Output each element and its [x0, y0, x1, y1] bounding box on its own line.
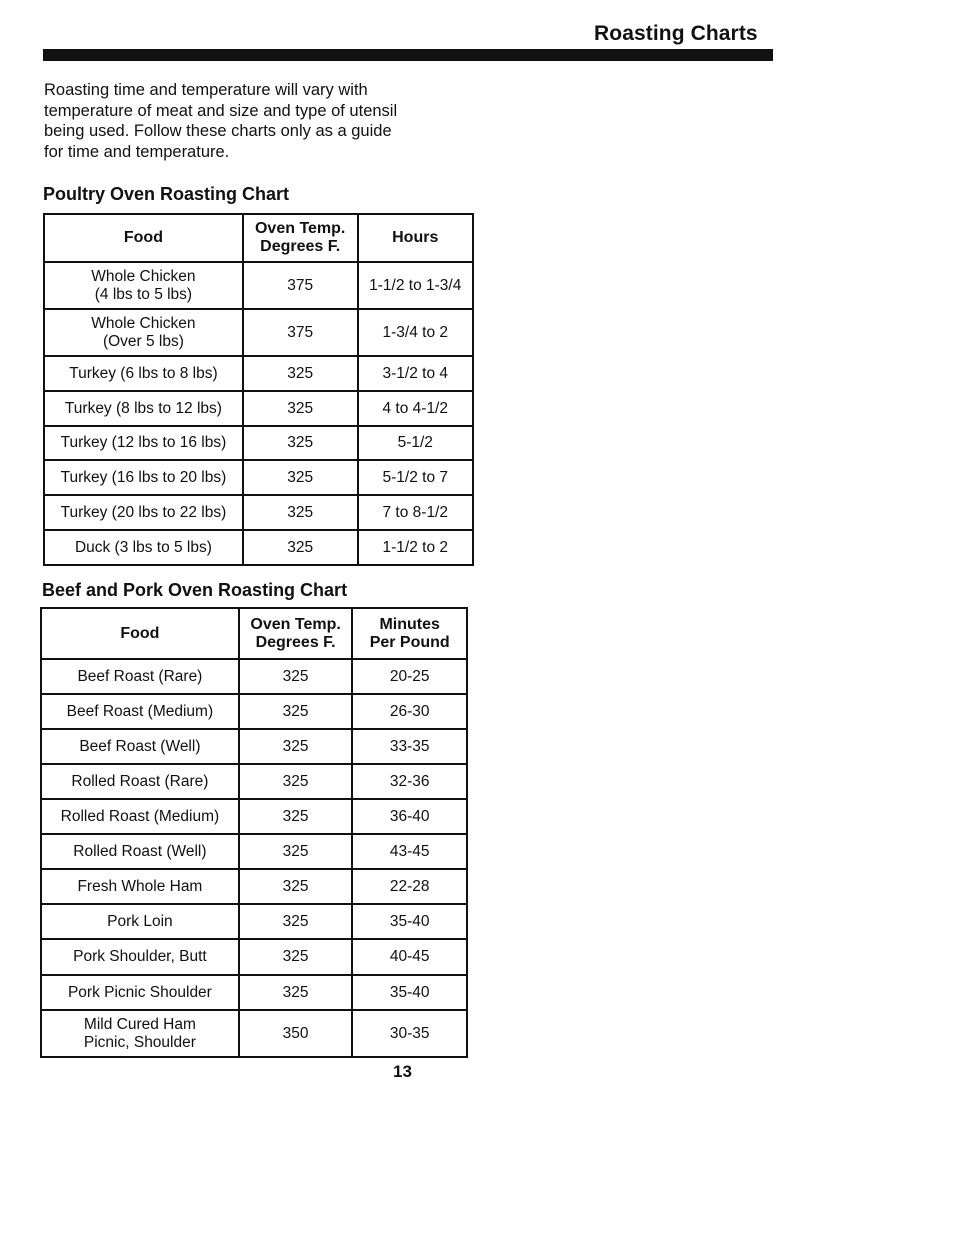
column-header-oven-temp-line2: Degrees F. [255, 633, 336, 651]
food-detail: (Over 5 lbs) [102, 332, 184, 350]
oven-temp-cell: 325 [243, 426, 358, 460]
time-cell: 4 to 4-1/2 [358, 391, 474, 426]
time-cell: 1-1/2 to 2 [358, 530, 474, 565]
oven-temp-cell: 325 [243, 495, 358, 530]
table-header-row [44, 214, 473, 262]
table-row [41, 694, 467, 729]
table-header-row [41, 608, 467, 659]
oven-temp-cell: 325 [243, 356, 358, 391]
oven-temp-cell: 325 [243, 460, 358, 495]
time-cell: 5-1/2 to 7 [358, 460, 474, 495]
oven-temp-cell: 325 [239, 975, 353, 1010]
oven-temp-cell: 375 [243, 262, 358, 309]
food-name: Turkey (6 lbs to 8 lbs) [69, 364, 218, 382]
table-row [41, 1010, 467, 1057]
food-cell [41, 834, 239, 869]
oven-temp-cell: 325 [239, 659, 353, 694]
time-cell: 1-3/4 to 2 [358, 309, 474, 356]
table-row [44, 309, 473, 356]
food-cell [44, 426, 243, 460]
time-cell: 20-25 [352, 659, 467, 694]
table-row [41, 975, 467, 1010]
time-cell: 36-40 [352, 799, 467, 834]
oven-temp-cell: 325 [239, 939, 353, 975]
table-row [44, 391, 473, 426]
food-cell [41, 975, 239, 1010]
food-cell [41, 694, 239, 729]
page-title: Roasting Charts [594, 22, 758, 45]
oven-temp-cell: 375 [243, 309, 358, 356]
food-name: Pork Loin [107, 912, 173, 930]
beef-pork-chart-table [40, 607, 468, 1058]
food-name: Duck (3 lbs to 5 lbs) [74, 538, 212, 556]
table-row [41, 659, 467, 694]
oven-temp-cell: 325 [239, 729, 353, 764]
table-row [41, 799, 467, 834]
food-name: Mild Cured Ham [83, 1015, 196, 1033]
food-cell [41, 799, 239, 834]
food-cell [44, 495, 243, 530]
food-cell [41, 659, 239, 694]
food-cell [44, 356, 243, 391]
table-row [44, 356, 473, 391]
table-row [44, 262, 473, 309]
time-cell: 32-36 [352, 764, 467, 799]
time-cell: 43-45 [352, 834, 467, 869]
oven-temp-cell: 325 [243, 530, 358, 565]
food-name: Turkey (12 lbs to 16 lbs) [60, 434, 227, 451]
food-name: Turkey (8 lbs to 12 lbs) [64, 399, 222, 417]
intro-paragraph: Roasting time and temperature will vary with temperature of meat and size and type of utensil being used. Follow these charts only as a guide for time and temperature. [44, 81, 398, 161]
oven-temp-cell: 350 [239, 1010, 353, 1057]
food-cell [44, 309, 243, 356]
oven-temp-cell: 325 [239, 904, 353, 939]
column-header-food: Food [41, 608, 239, 659]
table-row [44, 530, 473, 565]
time-cell: 26-30 [352, 694, 467, 729]
food-detail: Picnic, Shoulder [83, 1033, 196, 1051]
poultry-chart-heading: Poultry Oven Roasting Chart [43, 184, 290, 204]
oven-temp-cell: 325 [239, 869, 353, 904]
title-rule [43, 49, 773, 61]
table-row [41, 939, 467, 975]
time-cell: 40-45 [352, 939, 467, 975]
table-row [41, 904, 467, 939]
table-row [41, 834, 467, 869]
table-row [44, 495, 473, 530]
food-name: Pork Shoulder, Butt [73, 948, 207, 965]
food-name: Whole Chicken [91, 314, 196, 332]
food-name: Pork Picnic Shoulder [67, 983, 212, 1001]
food-cell [41, 764, 239, 799]
food-cell [41, 729, 239, 764]
table-row [41, 729, 467, 764]
oven-temp-cell: 325 [239, 694, 353, 729]
food-detail: (4 lbs to 5 lbs) [94, 285, 193, 303]
oven-temp-cell: 325 [239, 834, 353, 869]
time-cell: 33-35 [352, 729, 467, 764]
oven-temp-cell: 325 [239, 764, 353, 799]
food-name: Beef Roast (Well) [79, 737, 201, 755]
time-cell: 22-28 [352, 869, 467, 904]
time-cell: 35-40 [352, 975, 467, 1010]
column-header-oven-temp [243, 214, 358, 262]
time-cell: 1-1/2 to 1-3/4 [358, 262, 474, 309]
oven-temp-cell: 325 [243, 391, 358, 426]
time-cell: 30-35 [352, 1010, 467, 1057]
time-cell: 5-1/2 [358, 426, 474, 460]
column-header-oven-temp-line2: Degrees F. [260, 238, 341, 255]
food-name: Beef Roast (Rare) [77, 667, 203, 685]
column-header-minutes-line1: Minutes [379, 615, 440, 633]
food-cell [41, 904, 239, 939]
column-header-oven-temp-line1: Oven Temp. [254, 220, 346, 237]
table-row [41, 764, 467, 799]
food-cell [44, 460, 243, 495]
page-number: 13 [393, 1062, 412, 1081]
time-cell: 7 to 8-1/2 [358, 495, 474, 530]
time-cell: 3-1/2 to 4 [358, 356, 474, 391]
food-cell [44, 262, 243, 309]
column-header-oven-temp-line1: Oven Temp. [250, 615, 341, 633]
table-row [44, 426, 473, 460]
poultry-chart-table [43, 213, 474, 566]
time-cell: 35-40 [352, 904, 467, 939]
table-row [41, 869, 467, 904]
column-header-minutes-per-pound [352, 608, 467, 659]
food-cell [44, 391, 243, 426]
table-row [44, 460, 473, 495]
food-cell [41, 939, 239, 975]
food-name: Turkey (16 lbs to 20 lbs) [60, 468, 227, 486]
oven-temp-cell: 325 [239, 799, 353, 834]
food-name: Turkey (20 lbs to 22 lbs) [60, 503, 227, 521]
food-name: Fresh Whole Ham [77, 877, 203, 895]
food-cell [44, 530, 243, 565]
column-header-minutes-line2: Per Pound [369, 633, 450, 651]
food-name: Rolled Roast (Well) [73, 842, 207, 860]
column-header-oven-temp [239, 608, 353, 659]
beef-pork-chart-heading: Beef and Pork Oven Roasting Chart [42, 580, 348, 600]
column-header-food: Food [44, 214, 243, 262]
food-name: Whole Chicken [91, 267, 196, 285]
food-name: Beef Roast (Medium) [66, 702, 214, 720]
column-header-hours: Hours [358, 214, 474, 262]
food-cell [41, 869, 239, 904]
food-cell [41, 1010, 239, 1057]
food-name: Rolled Roast (Medium) [60, 807, 220, 825]
food-name: Rolled Roast (Rare) [71, 772, 209, 790]
